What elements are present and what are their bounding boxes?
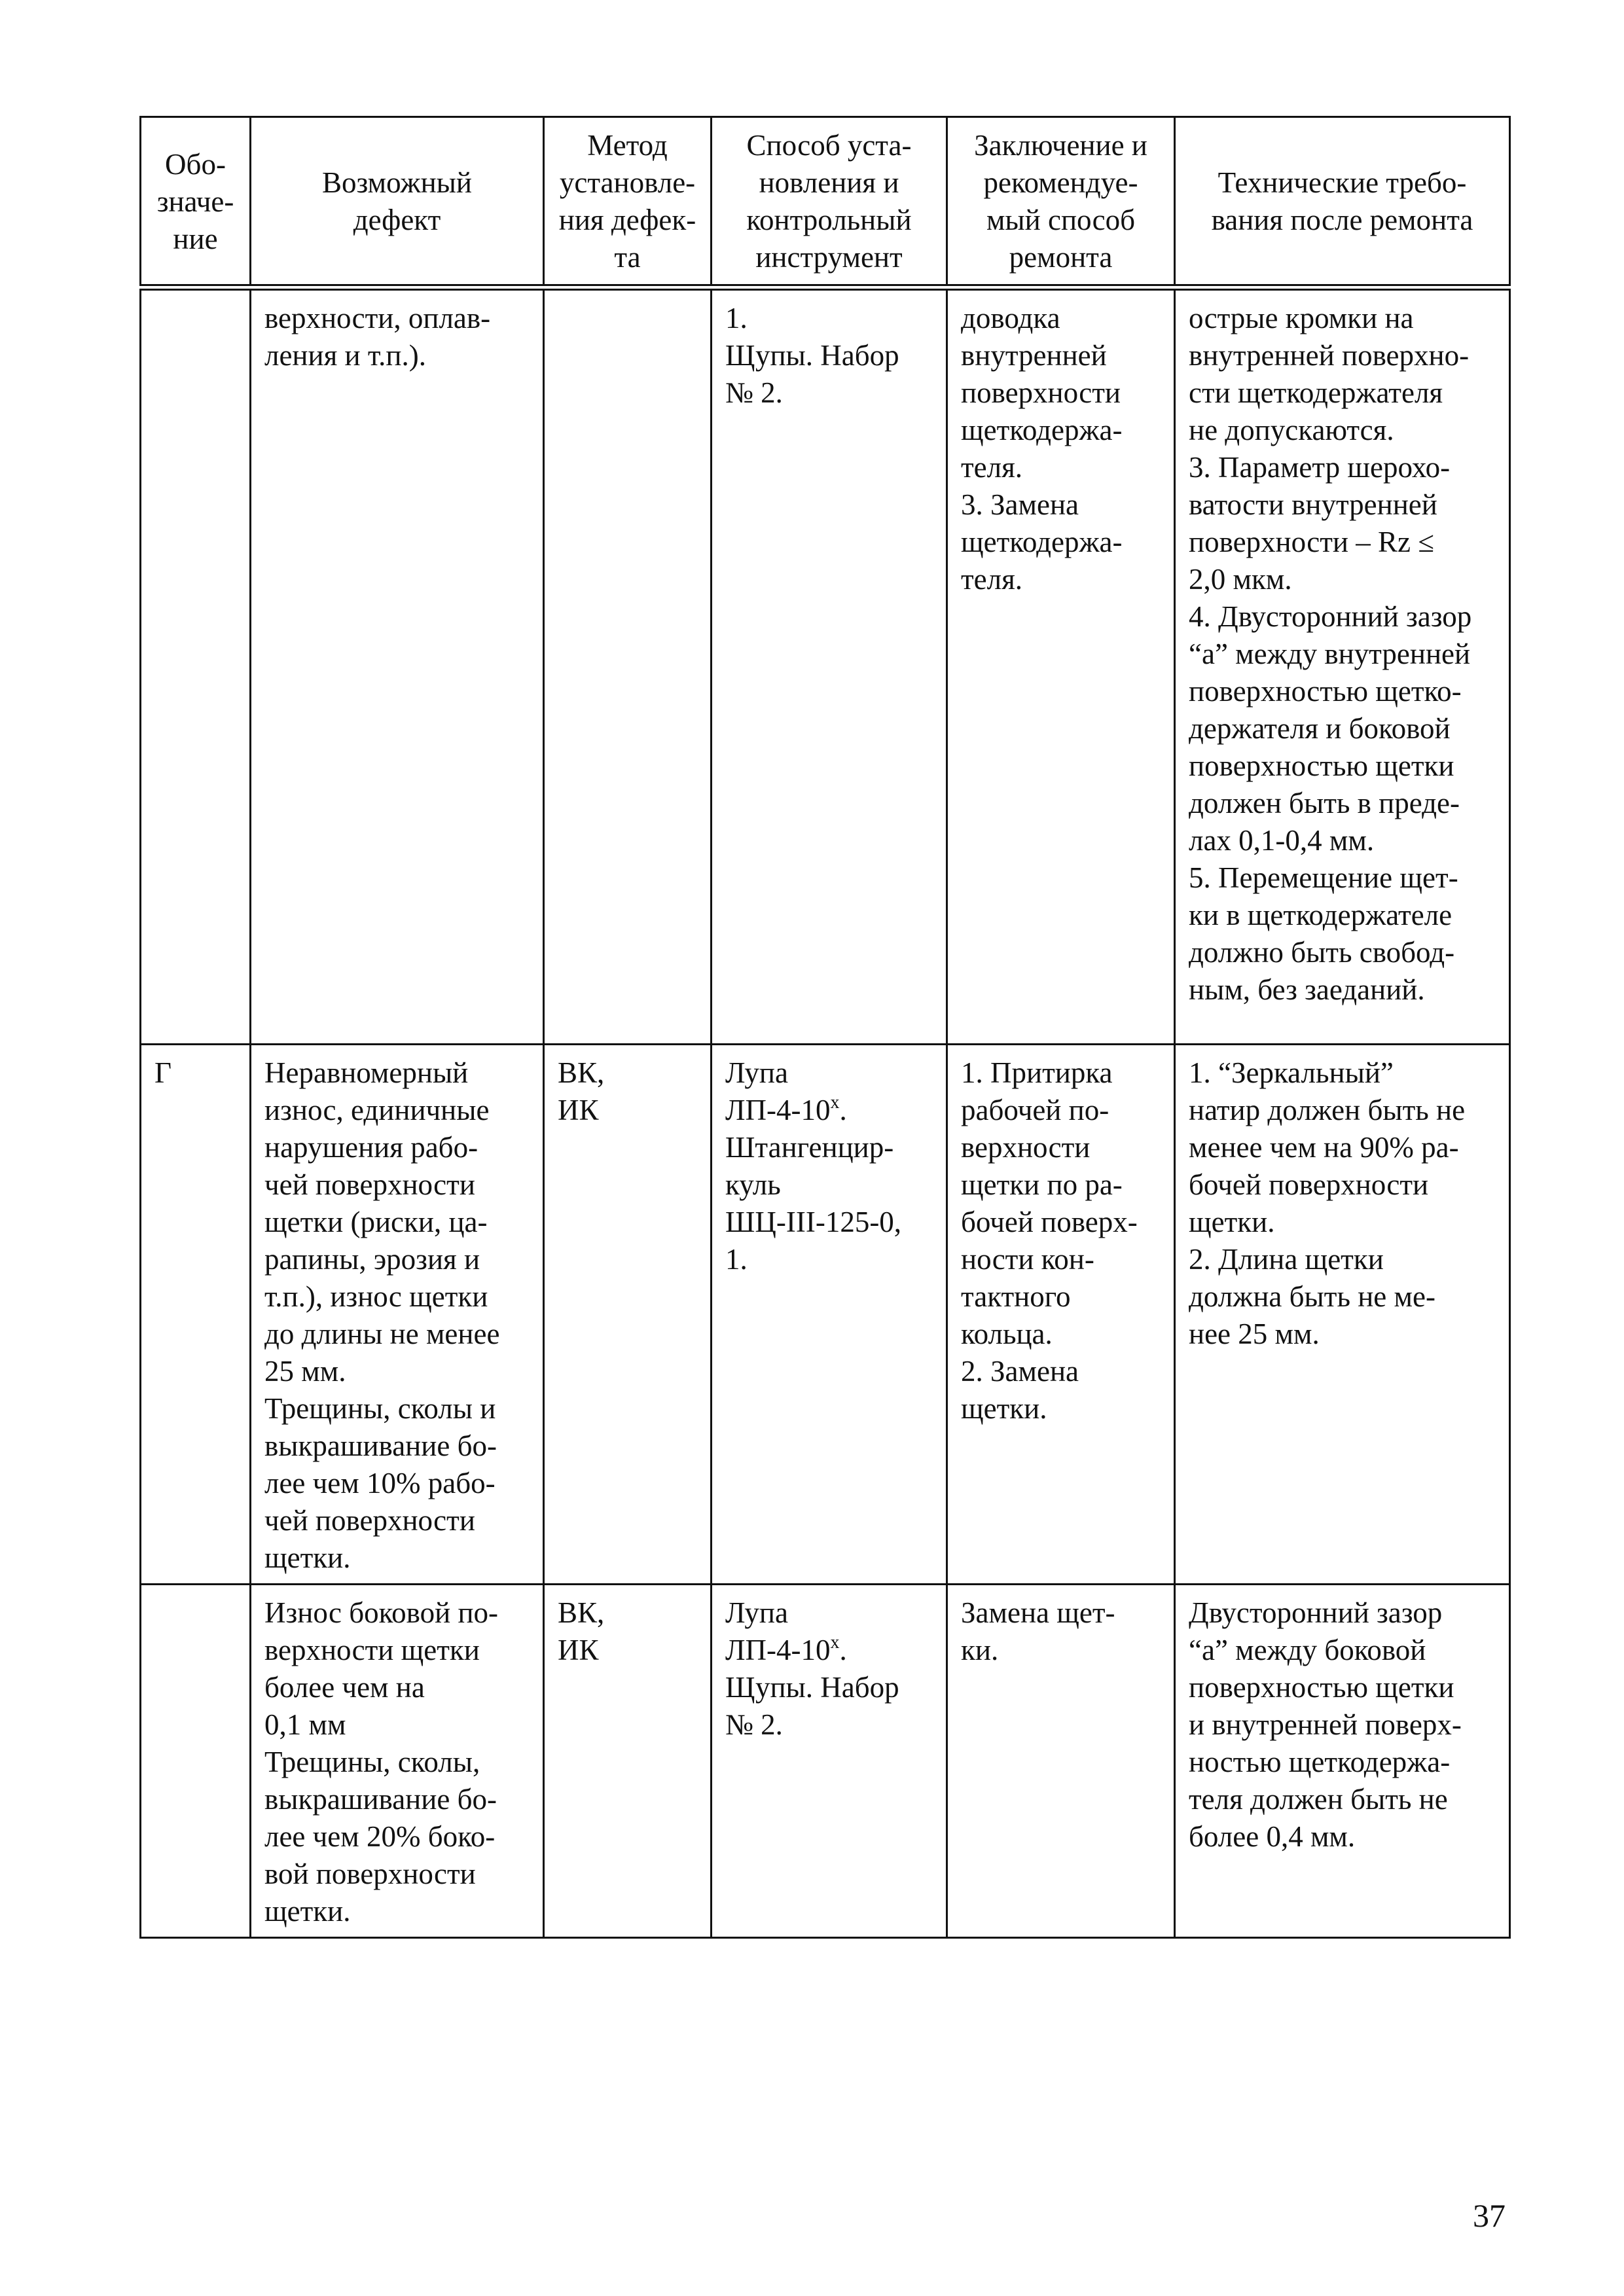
cell-defect: Износ боковой по- верхности щетки более чем на 0,1 мм Трещины, сколы, выкрашивание бо- лее чем 20% боко- вой поверхности щетки. bbox=[251, 1585, 544, 1938]
magnification-superscript: х bbox=[830, 1632, 840, 1653]
header-designation: Обо- значе- ние bbox=[141, 117, 251, 288]
header-method: Метод установле- ния дефек- та bbox=[544, 117, 712, 288]
cell-designation bbox=[141, 287, 251, 1045]
table-row bbox=[141, 287, 1510, 1045]
cell-repair: Замена щет- ки. bbox=[947, 1585, 1175, 1938]
instrument-text-a: Лупа ЛП-4-10 bbox=[725, 1056, 831, 1126]
header-instrument: Способ уста- новления и контрольный инструмент bbox=[712, 117, 947, 288]
header-row bbox=[141, 117, 1510, 288]
magnification-superscript: х bbox=[830, 1092, 840, 1113]
table-header bbox=[141, 117, 1510, 288]
cell-requirements: острые кромки на внутренней поверхно- сти щеткодержателя не допускаются. 3. Параметр шерохо- ватости внутренней поверхности – Rz ≤ 2,0 мкм. 4. Двусторонний зазор “а” между внутренней поверхностью щетко- держателя и боковой поверхностью щетки должен быть в преде- лах 0,1-0,4 мм. 5. Перемещение щет- ки в щеткодержателе должно быть свобод- ным, без заеданий. bbox=[1175, 287, 1510, 1045]
cell-method bbox=[544, 287, 712, 1045]
cell-method: ВК, ИК bbox=[544, 1045, 712, 1585]
cell-method: ВК, ИК bbox=[544, 1585, 712, 1938]
table-row bbox=[141, 1045, 1510, 1585]
table-row bbox=[141, 1585, 1510, 1938]
instrument-text-a: Лупа ЛП-4-10 bbox=[725, 1596, 831, 1666]
cell-designation bbox=[141, 1585, 251, 1938]
cell-designation: Г bbox=[141, 1045, 251, 1585]
instrument-text-b: . Штангенцир- куль ШЦ-III-125-0, 1. bbox=[725, 1094, 902, 1276]
cell-repair: 1. Притирка рабочей по- верхности щетки по ра- бочей поверх- ности кон- тактного кольца. 2. Замена щетки. bbox=[947, 1045, 1175, 1585]
table-body bbox=[141, 287, 1510, 1938]
cell-instrument: 1. Щупы. Набор № 2. bbox=[712, 287, 947, 1045]
cell-requirements: Двусторонний зазор “а” между боковой поверхностью щетки и внутренней поверх- ностью щеткодержа- теля должен быть не более 0,4 мм. bbox=[1175, 1585, 1510, 1938]
cell-defect: верхности, оплав- ления и т.п.). bbox=[251, 287, 544, 1045]
header-requirements: Технические требо- вания после ремонта bbox=[1175, 117, 1510, 288]
page-number: 37 bbox=[1473, 2197, 1506, 2234]
defects-table-container bbox=[139, 116, 1509, 1939]
defects-table bbox=[139, 116, 1511, 1939]
instrument-text-b: . Щупы. Набор № 2. bbox=[725, 1634, 899, 1741]
cell-requirements: 1. “Зеркальный” натир должен быть не менее чем на 90% ра- бочей поверхности щетки. 2. Длина щетки должна быть не ме- нее 25 мм. bbox=[1175, 1045, 1510, 1585]
cell-defect: Неравномерный износ, единичные нарушения рабо- чей поверхности щетки (риски, ца- рапины, эрозия и т.п.), износ щетки до длины не менее 25 мм. Трещины, сколы и выкрашивание бо- лее чем 10% рабо- чей поверхности щетки. bbox=[251, 1045, 544, 1585]
header-defect: Возможный дефект bbox=[251, 117, 544, 288]
cell-repair: доводка внутренней поверхности щеткодержа- теля. 3. Замена щеткодержа- теля. bbox=[947, 287, 1175, 1045]
cell-instrument bbox=[712, 1045, 947, 1585]
cell-instrument bbox=[712, 1585, 947, 1938]
header-repair: Заключение и рекомендуе- мый способ ремонта bbox=[947, 117, 1175, 288]
